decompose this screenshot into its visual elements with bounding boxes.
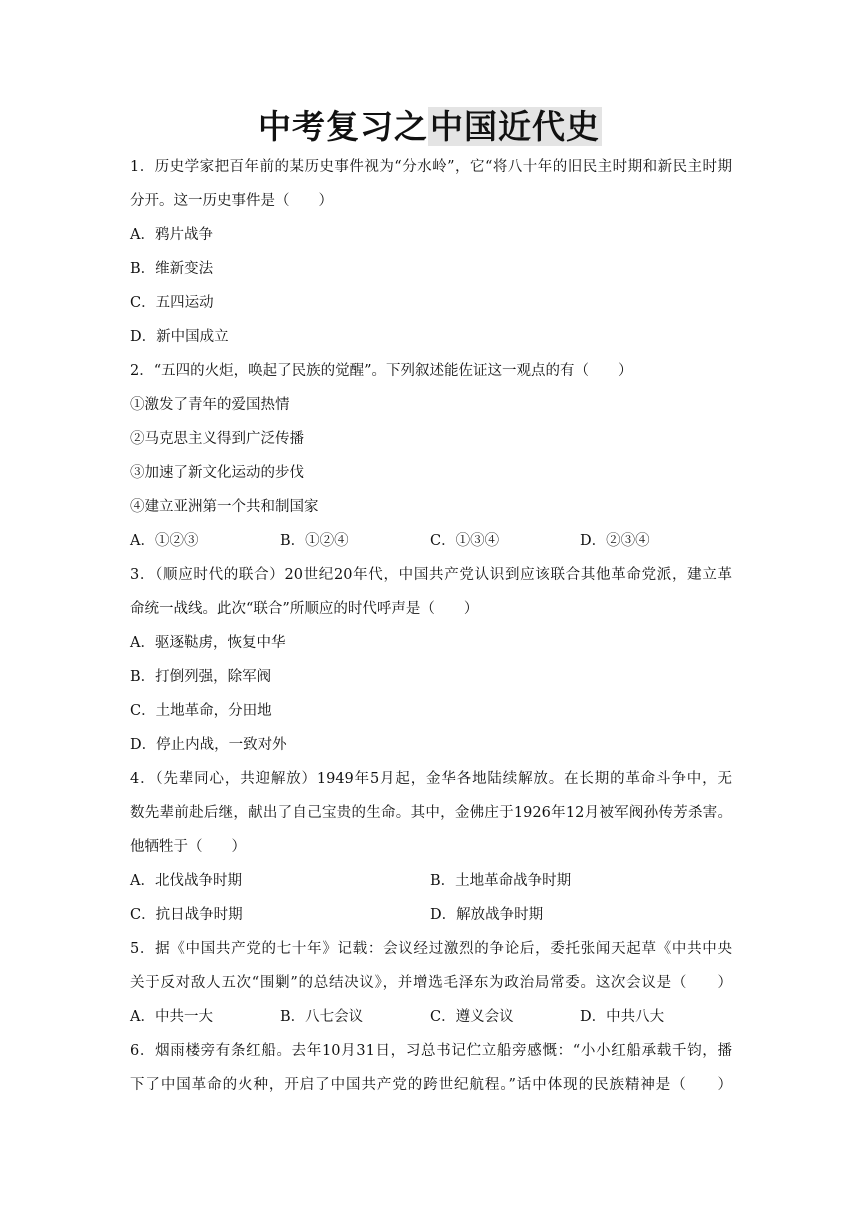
option-row <box>130 524 732 558</box>
statement-item: ③加速了新文化运动的步伐 <box>130 465 304 481</box>
option-row <box>130 898 732 932</box>
question-5 <box>130 932 732 1034</box>
option-d: D．②③④ <box>580 533 650 549</box>
question-3 <box>130 558 732 762</box>
option-a: A．北伐战争时期 <box>130 873 242 889</box>
question-stem-line: 4．（先辈同心，共迎解放）1949年5月起，金华各地陆续解放。在长期的革命斗争中，无 <box>130 771 732 787</box>
option-b: B．打倒列强，除军阀 <box>130 669 272 685</box>
question-stem-line: 命统一战线。此次“联合”所顺应的时代呼声是（ ） <box>130 601 479 617</box>
option-d: D．中共八大 <box>580 1009 665 1025</box>
title-part-1: 中考复习之 <box>258 107 428 146</box>
option-c: C．抗日战争时期 <box>130 907 243 923</box>
option-c: C．五四运动 <box>130 295 214 311</box>
option-b: B．①②④ <box>280 533 349 549</box>
option-b: B．维新变法 <box>130 261 214 277</box>
option-row <box>130 864 732 898</box>
option-b: B．八七会议 <box>280 1009 364 1025</box>
statement-item: ④建立亚洲第一个共和制国家 <box>130 499 319 515</box>
question-stem-line: 5．据《中国共产党的七十年》记载：会议经过激烈的争论后，委托张闻天起草《中共中央 <box>130 941 732 957</box>
question-stem-line: 6．烟雨楼旁有条红船。去年10月31日，习总书记伫立船旁感慨：“小小红船承载千钧，播 <box>130 1043 732 1059</box>
question-stem-line: 下了中国革命的火种，开启了中国共产党的跨世纪航程。”话中体现的民族精神是（ ） <box>130 1077 732 1093</box>
title-part-2-highlighted: 中国近代史 <box>430 107 600 146</box>
question-stem-line: 3．（顺应时代的联合）20世纪20年代，中国共产党认识到应该联合其他革命党派，建立革 <box>130 567 732 583</box>
question-stem-line: 他牺牲于（ ） <box>130 839 246 855</box>
option-a: A．驱逐鞑虏，恢复中华 <box>130 635 286 651</box>
question-stem-line: 2．“五四的火炬，唤起了民族的觉醒”。下列叙述能佐证这一观点的有（ ） <box>130 363 633 379</box>
question-stem-line: 数先辈前赴后继，献出了自己宝贵的生命。其中，金佛庄于1926年12月被军阀孙传芳杀害。 <box>130 805 732 821</box>
question-list <box>130 150 732 1102</box>
option-a: A．中共一大 <box>130 1009 213 1025</box>
option-a: A．鸦片战争 <box>130 227 213 243</box>
option-row <box>130 1000 732 1034</box>
question-stem-line: 1．历史学家把百年前的某历史事件视为“分水岭”，它“将八十年的旧民主时期和新民主时期 <box>130 159 732 175</box>
option-d: D．新中国成立 <box>130 329 229 345</box>
question-6 <box>130 1034 732 1102</box>
question-1 <box>130 150 732 354</box>
option-a: A．①②③ <box>130 533 199 549</box>
option-d: D．停止内战，一致对外 <box>130 737 287 753</box>
option-c: C．土地革命，分田地 <box>130 703 272 719</box>
question-stem-line: 分开。这一历史事件是（ ） <box>130 193 333 209</box>
question-4 <box>130 762 732 932</box>
option-c: C．①③④ <box>430 533 500 549</box>
option-b: B．土地革命战争时期 <box>430 873 572 889</box>
statement-item: ①激发了青年的爱国热情 <box>130 397 290 413</box>
option-c: C．遵义会议 <box>430 1009 514 1025</box>
option-d: D．解放战争时期 <box>430 907 544 923</box>
page-title <box>0 104 860 150</box>
statement-item: ②马克思主义得到广泛传播 <box>130 431 304 447</box>
question-2 <box>130 354 732 558</box>
question-stem-line: 关于反对敌人五次“围剿”的总结决议》，并增选毛泽东为政治局常委。这次会议是（ ） <box>130 975 732 991</box>
